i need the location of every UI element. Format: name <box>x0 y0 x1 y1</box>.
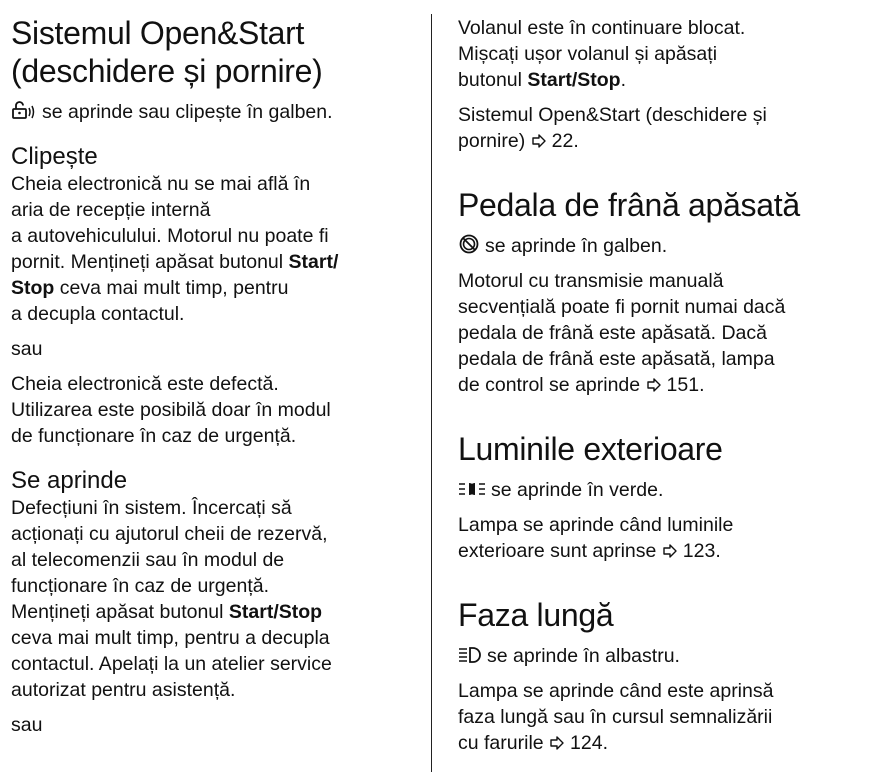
faza-heading: Faza lungă <box>458 597 614 633</box>
page-reference-arrow-icon <box>531 133 547 149</box>
brake-pedal-icon <box>458 234 480 254</box>
sau-text: sau <box>11 338 43 360</box>
page-reference-arrow-icon <box>646 377 662 393</box>
open-start-reference: Sistemul Open&Start (deschidere și pornire) 22. <box>458 104 767 152</box>
pedala-heading: Pedala de frână apăsată <box>458 187 800 223</box>
lumini-paragraph: Lampa se aprinde când luminile exterioare sunt aprinse 123. <box>458 514 734 562</box>
pedala-paragraph: Motorul cu transmisie manuală secvențială poate fi pornit numai dacă pedala de frână este apăsată. Dacă pedala de frână este apăsată, lampa de control se aprinde 151. <box>458 270 786 396</box>
open-start-title: Sistemul Open&Start (deschidere și pornire) <box>11 15 323 89</box>
right-column <box>458 0 863 756</box>
high-beam-icon <box>458 646 482 664</box>
clipeste-paragraph: Cheia electronică nu se mai află în aria de recepție internă a autovehiculului. Motorul nu poate fi pornit. Mențineți apăsat butonul Start/ Stop ceva mai mult timp, pentru a decupla contactul. <box>11 173 339 325</box>
open-start-key-icon <box>11 100 37 120</box>
luminile-heading: Luminile exterioare <box>458 431 723 467</box>
page-reference-arrow-icon <box>549 735 565 751</box>
se-aprinde-heading: Se aprinde <box>11 467 128 494</box>
volan-paragraph: Volanul este în continuare blocat. Mișcați ușor volanul și apăsați butonul Start/Stop. <box>458 17 746 91</box>
faza-status: se aprinde în albastru. <box>458 643 863 669</box>
pedala-status: se aprinde în galben. <box>458 233 863 259</box>
faza-paragraph: Lampa se aprinde când este aprinsă faza lungă sau în cursul semnalizării cu farurile 124. <box>458 680 774 754</box>
left-column <box>11 0 416 738</box>
se-aprinde-paragraph: Defecțiuni în sistem. Încercați să acționați cu ajutorul cheii de rezervă, al telecomenzii sau în modul de funcționare în caz de urgență. Mențineți apăsat butonul Start/Stop ceva mai mult timp, pentru a decupla contactul. Apelați la un atelier service autorizat pentru asistență. <box>11 497 332 701</box>
clipeste-heading: Clipește <box>11 143 98 170</box>
column-divider <box>431 14 432 772</box>
defect-paragraph: Cheia electronică este defectă. Utilizarea este posibilă doar în modul de funcționare în caz de urgență. <box>11 373 331 447</box>
open-start-status: se aprinde sau clipește în galben. <box>11 99 416 125</box>
lumini-status: se aprinde în verde. <box>458 477 863 503</box>
exterior-lights-icon <box>458 480 486 498</box>
sau-text: sau <box>11 714 43 736</box>
page-reference-arrow-icon <box>662 543 678 559</box>
